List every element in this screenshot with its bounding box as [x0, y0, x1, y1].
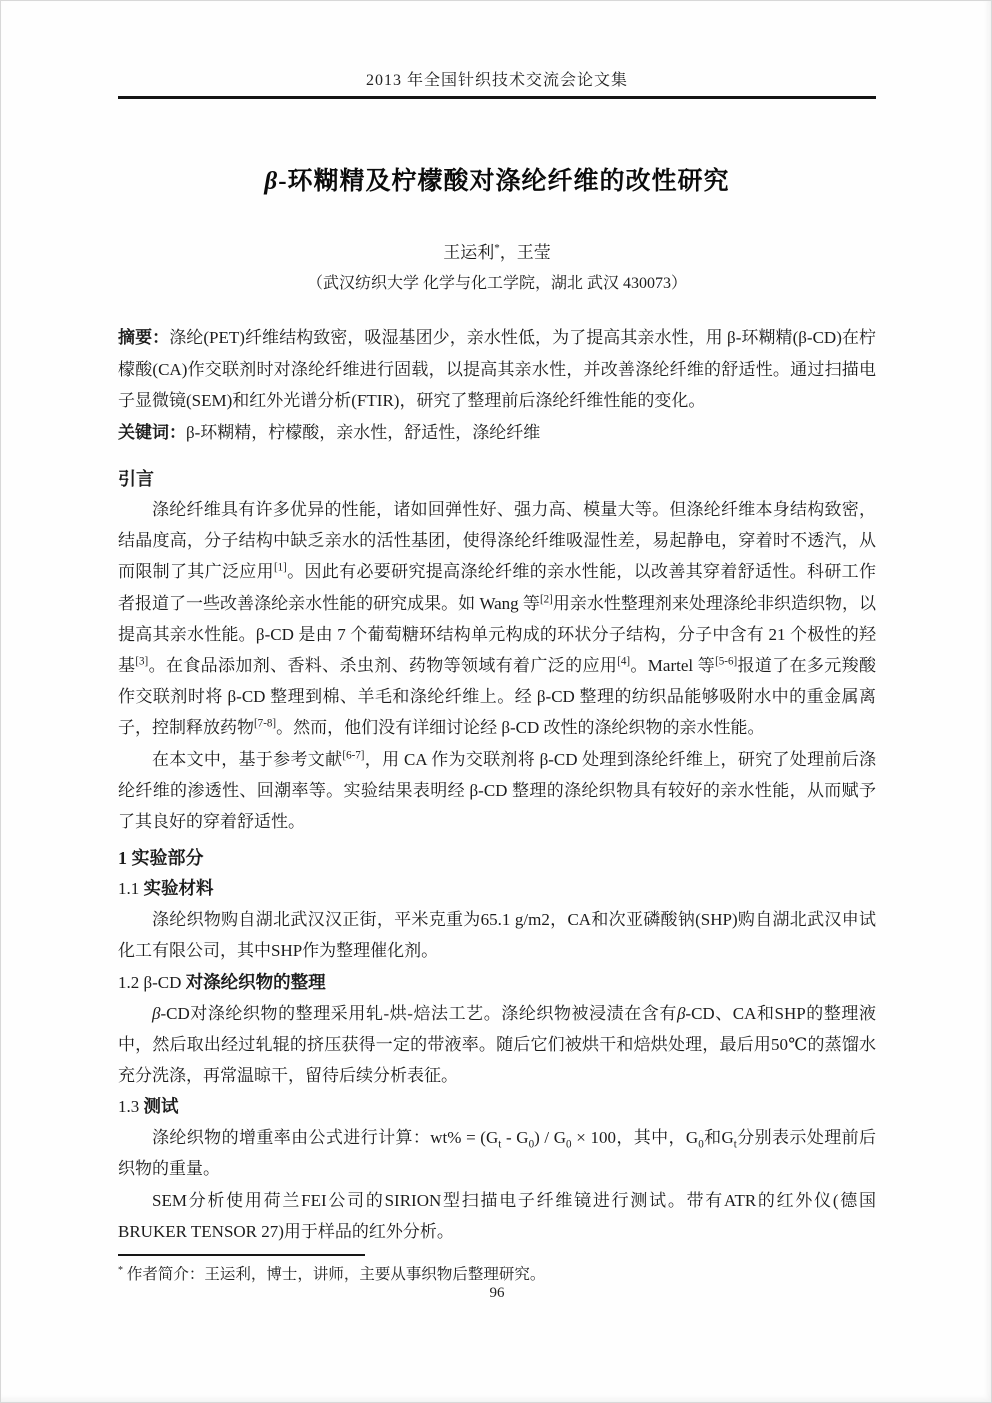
paragraph-materials: 涤纶织物购自湖北武汉汉正街，平米克重为65.1 g/m2，CA和次亚磷酸钠(SHP)购自湖北武汉申试化工有限公司，其中SHP作为整理催化剂。: [118, 910, 876, 961]
heading-section-1: 1 实验部分: [118, 848, 204, 869]
abstract-paragraph: 摘要：涤纶(PET)纤维结构致密，吸湿基团少，亲水性低，为了提高其亲水性，用 β-环糊精(β-CD)在柠檬酸(CA)作交联剂时对涤纶纤维进行固载，以提高其亲水性，并改善涤纶纤维的舒适性。通过扫描电子显微镜(SEM)和红外光谱分析(FTIR)，研究了整理前后涤纶纤维性能的变化。: [118, 328, 877, 410]
paper-title: β-环糊精及柠檬酸对涤纶纤维的改性研究: [264, 168, 730, 195]
paragraph-finishing: β-CD对涤纶织物的整理采用轧-烘-焙法工艺。涤纶织物被浸渍在含有β-CD、CA和SHP的整理液中，然后取出经过轧辊的挤压获得一定的带液率。随后它们被烘干和焙烘处理，最后用50℃的蒸馏水充分洗涤，再常温晾干，留待后续分析表征。: [118, 1003, 876, 1086]
heading-section-1-1: 1.1 实验材料: [118, 878, 214, 899]
paragraph-sem-ftir-instruments: SEM分析使用荷兰FEI公司的SIRION型扫描电子纤维镜进行测试。带有ATR的红外仪(德国 BRUKER TENSOR 27)用于样品的红外分析。: [118, 1190, 876, 1241]
authors-line: 王运利*，王莹: [443, 242, 551, 262]
content-column: [118, 1, 876, 1247]
page-number: 96: [489, 1285, 505, 1301]
keywords-line: 关键词：β-环糊精，柠檬酸，亲水性，舒适性，涤纶纤维: [118, 422, 541, 442]
paragraph-intro-1: 涤纶纤维具有许多优异的性能，诸如回弹性好、强力高、模量大等。但涤纶纤维本身结构致密，结晶度高，分子结构中缺乏亲水的活性基团，使得涤纶纤维吸湿性差，易起静电，穿着时不透汽，从而限制了其广泛应用[1]。因此有必要研究提高涤纶纤维的亲水性能，以改善其穿着舒适性。科研工作者报道了一些改善涤纶亲水性能的研究成果。如 Wang 等[2]用亲水性整理剂来处理涤纶非织造织物，以提高其亲水性能。β-CD 是由 7 个葡萄糖环结构单元构成的环状分子结构，分子中含有 21 个极性的羟基[3]。在食品添加剂、香料、杀虫剂、药物等领域有着广泛的应用[4]。Martel 等[5-6]报道了在多元羧酸作交联剂时将 β-CD 整理到棉、羊毛和涤纶纤维上。经 β-CD 整理的纺织品能够吸附水中的重金属离子，控制释放药物[7-8]。然而，他们没有详细讨论经 β-CD 改性的涤纶织物的亲水性能。: [118, 500, 877, 738]
heading-section-1-2: 1.2 β-CD 对涤纶织物的整理: [118, 971, 326, 992]
document-body: [118, 464, 876, 1247]
author-bio-footnote: * 作者简介：王运利，博士，讲师，主要从事织物后整理研究。: [118, 1264, 546, 1283]
affiliation-line: （武汉纺织大学 化学与化工学院，湖北 武汉 430073）: [306, 275, 687, 292]
paragraph-weight-gain-formula: 涤纶织物的增重率由公式进行计算：$wt\% = (G_t - G_0) / G_0 \times 100$，其中，$G_0$和$G_t$分别表示处理前后织物的重量。: [118, 1128, 876, 1179]
heading-section-1-3: 1.3 测试: [118, 1096, 179, 1117]
paragraph-intro-2: 在本文中，基于参考文献[6-7]，用 CA 作为交联剂将 β-CD 处理到涤纶纤维上，研究了处理前后涤纶纤维的渗透性、回潮率等。实验结果表明经 β-CD 整理的涤纶织物具有较好的亲水性能，从而赋予了其良好的穿着舒适性。: [118, 748, 877, 832]
heading-introduction: 引言: [118, 469, 154, 489]
footnote-rule: [118, 1254, 365, 1256]
running-header: 2013 年全国针织技术交流会论文集: [365, 72, 628, 89]
